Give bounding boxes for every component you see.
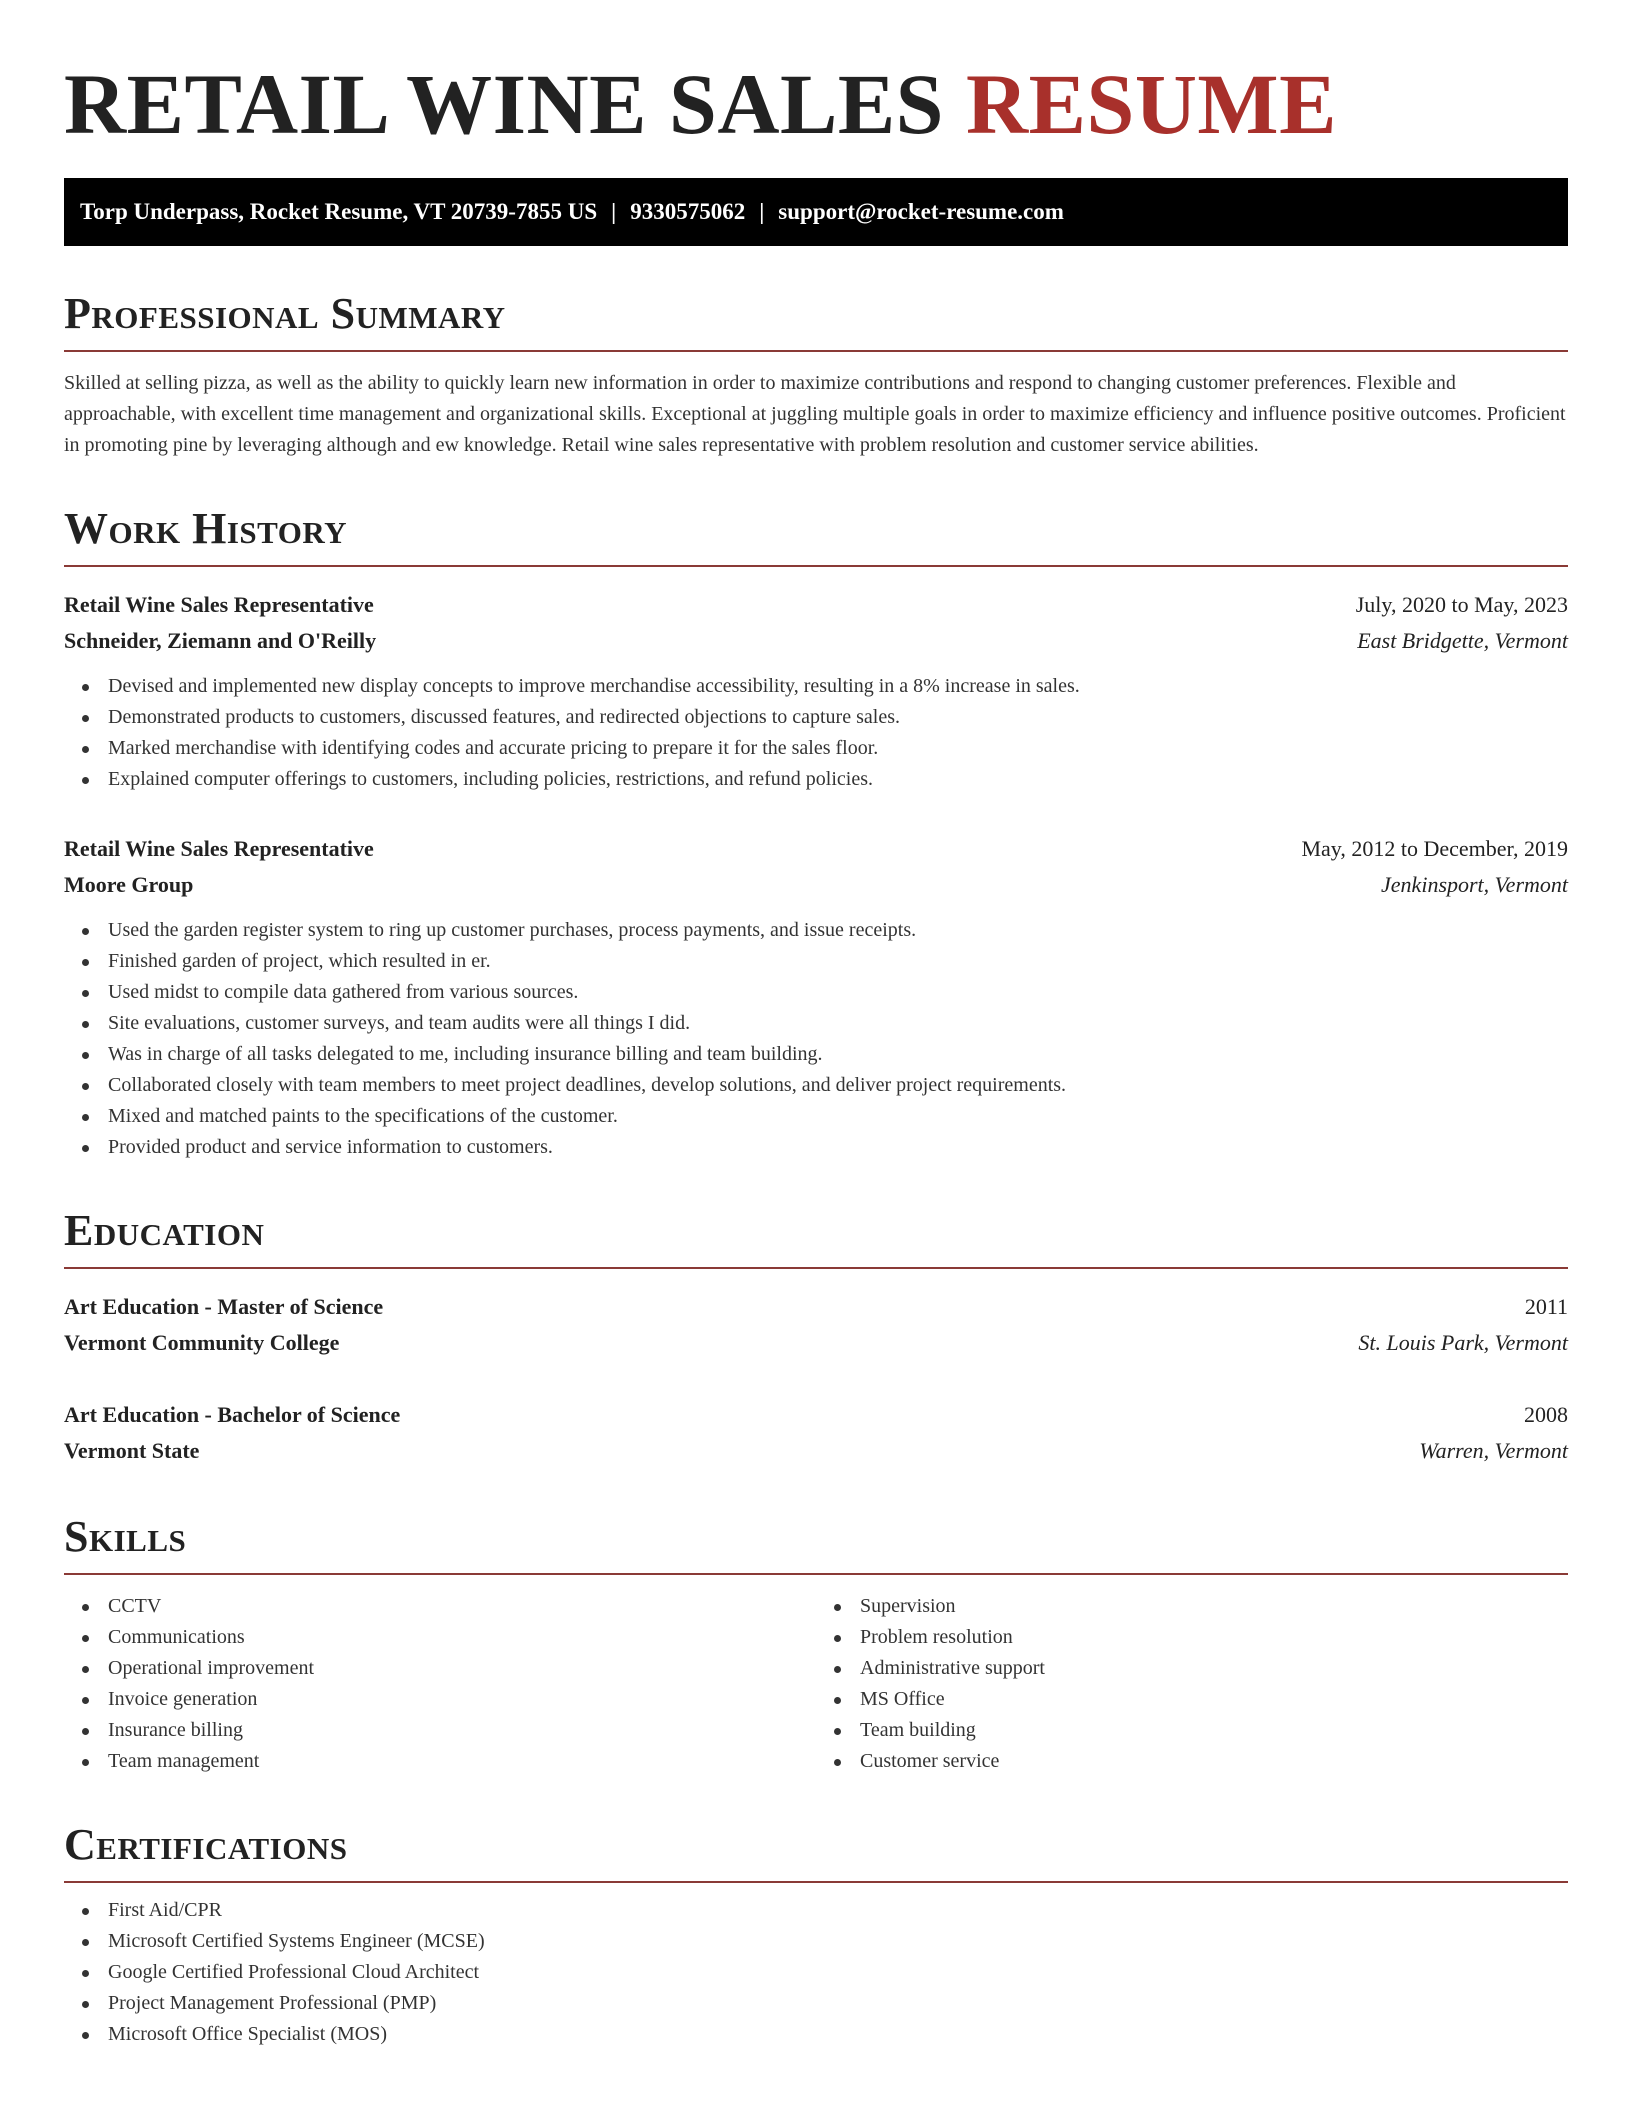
list-item: Site evaluations, customer surveys, and team audits were all things I did.	[64, 1008, 1568, 1039]
education-location: Warren, Vermont	[1419, 1438, 1568, 1463]
list-item: Finished garden of project, which resulted in er.	[64, 946, 1568, 977]
list-item: Customer service	[816, 1746, 1568, 1777]
job-entry	[64, 831, 1568, 1163]
list-item: Collaborated closely with team members to meet project deadlines, develop solutions, and deliver project requirements.	[64, 1070, 1568, 1101]
list-item: Team building	[816, 1715, 1568, 1746]
list-item: Mixed and matched paints to the specifications of the customer.	[64, 1101, 1568, 1132]
list-item: Operational improvement	[64, 1653, 816, 1684]
list-item: Supervision	[816, 1591, 1568, 1622]
summary-text: Skilled at selling pizza, as well as the ability to quickly learn new information in order to maximize contributions and respond to changing customer preferences. Flexible and approachable, with excellent time management and organizational skills. Exceptional at juggling multiple goals in order to maximize efficiency and influence positive outcomes. Proficient in promoting pine by leveraging although and ew knowledge. Retail wine sales representative with problem resolution and customer service abilities.	[64, 372, 1566, 456]
education-section	[64, 1207, 1568, 1469]
job-bullets	[64, 915, 1568, 1163]
list-item: Project Management Professional (PMP)	[64, 1988, 1568, 2019]
work-history-section	[64, 505, 1568, 1163]
list-item: Used the garden register system to ring up customer purchases, process payments, and issue receipts.	[64, 915, 1568, 946]
resume-title	[64, 58, 1568, 150]
job-title: Retail Wine Sales Representative	[64, 836, 374, 861]
contact-address: Torp Underpass, Rocket Resume, VT 20739-7855 US	[80, 199, 598, 224]
list-item: Problem resolution	[816, 1622, 1568, 1653]
job-title: Retail Wine Sales Representative	[64, 592, 374, 617]
list-item: Was in charge of all tasks delegated to me, including insurance billing and team building.	[64, 1039, 1568, 1070]
list-item: Communications	[64, 1622, 816, 1653]
job-company: Schneider, Ziemann and O'Reilly	[64, 628, 377, 653]
contact-separator: |	[759, 199, 765, 224]
list-item: Explained computer offerings to customers, including policies, restrictions, and refund policies.	[64, 764, 1568, 795]
education-degree: Art Education - Master of Science	[64, 1294, 384, 1319]
job-location: East Bridgette, Vermont	[1357, 628, 1568, 653]
list-item: CCTV	[64, 1591, 816, 1622]
job-dates: July, 2020 to May, 2023	[1355, 592, 1568, 617]
contact-email: support@rocket-resume.com	[778, 199, 1064, 224]
education-degree: Art Education - Bachelor of Science	[64, 1402, 401, 1427]
work-history-heading: Work History	[64, 505, 1568, 567]
list-item: MS Office	[816, 1684, 1568, 1715]
education-year: 2008	[1524, 1402, 1568, 1427]
education-year: 2011	[1524, 1294, 1568, 1319]
list-item: Insurance billing	[64, 1715, 816, 1746]
certifications-heading: Certifications	[64, 1821, 1568, 1883]
education-entry	[64, 1289, 1568, 1361]
list-item: Used midst to compile data gathered from various sources.	[64, 977, 1568, 1008]
contact-bar	[64, 178, 1568, 246]
job-dates: May, 2012 to December, 2019	[1301, 836, 1568, 861]
education-heading: Education	[64, 1207, 1568, 1269]
job-bullets	[64, 671, 1568, 795]
education-school: Vermont State	[64, 1438, 200, 1463]
list-item: Administrative support	[816, 1653, 1568, 1684]
title-accent: RESUME	[966, 56, 1337, 152]
contact-separator: |	[611, 199, 617, 224]
skills-heading: Skills	[64, 1513, 1568, 1575]
list-item: First Aid/CPR	[64, 1895, 1568, 1926]
list-item: Invoice generation	[64, 1684, 816, 1715]
skills-grid	[64, 1591, 1568, 1777]
list-item: Demonstrated products to customers, discussed features, and redirected objections to capture sales.	[64, 702, 1568, 733]
education-entry	[64, 1397, 1568, 1469]
job-location: Jenkinsport, Vermont	[1381, 872, 1568, 897]
title-main: RETAIL WINE SALES	[64, 56, 945, 152]
certifications-section	[64, 1821, 1568, 2050]
contact-phone: 9330575062	[630, 199, 746, 224]
education-school: Vermont Community College	[64, 1330, 340, 1355]
list-item: Microsoft Certified Systems Engineer (MCSE)	[64, 1926, 1568, 1957]
education-location: St. Louis Park, Vermont	[1358, 1330, 1568, 1355]
skills-list-left	[64, 1591, 816, 1777]
list-item: Devised and implemented new display concepts to improve merchandise accessibility, resulting in a 8% increase in sales.	[64, 671, 1568, 702]
list-item: Microsoft Office Specialist (MOS)	[64, 2019, 1568, 2050]
summary-section	[64, 290, 1568, 461]
list-item: Google Certified Professional Cloud Architect	[64, 1957, 1568, 1988]
skills-section	[64, 1513, 1568, 1777]
skills-list-right	[816, 1591, 1568, 1777]
summary-heading: Professional Summary	[64, 290, 1568, 352]
job-company: Moore Group	[64, 872, 194, 897]
job-entry	[64, 587, 1568, 795]
list-item: Provided product and service information to customers.	[64, 1132, 1568, 1163]
resume-page	[0, 58, 1632, 2112]
certifications-list	[64, 1895, 1568, 2050]
list-item: Marked merchandise with identifying codes and accurate pricing to prepare it for the sales floor.	[64, 733, 1568, 764]
list-item: Team management	[64, 1746, 816, 1777]
